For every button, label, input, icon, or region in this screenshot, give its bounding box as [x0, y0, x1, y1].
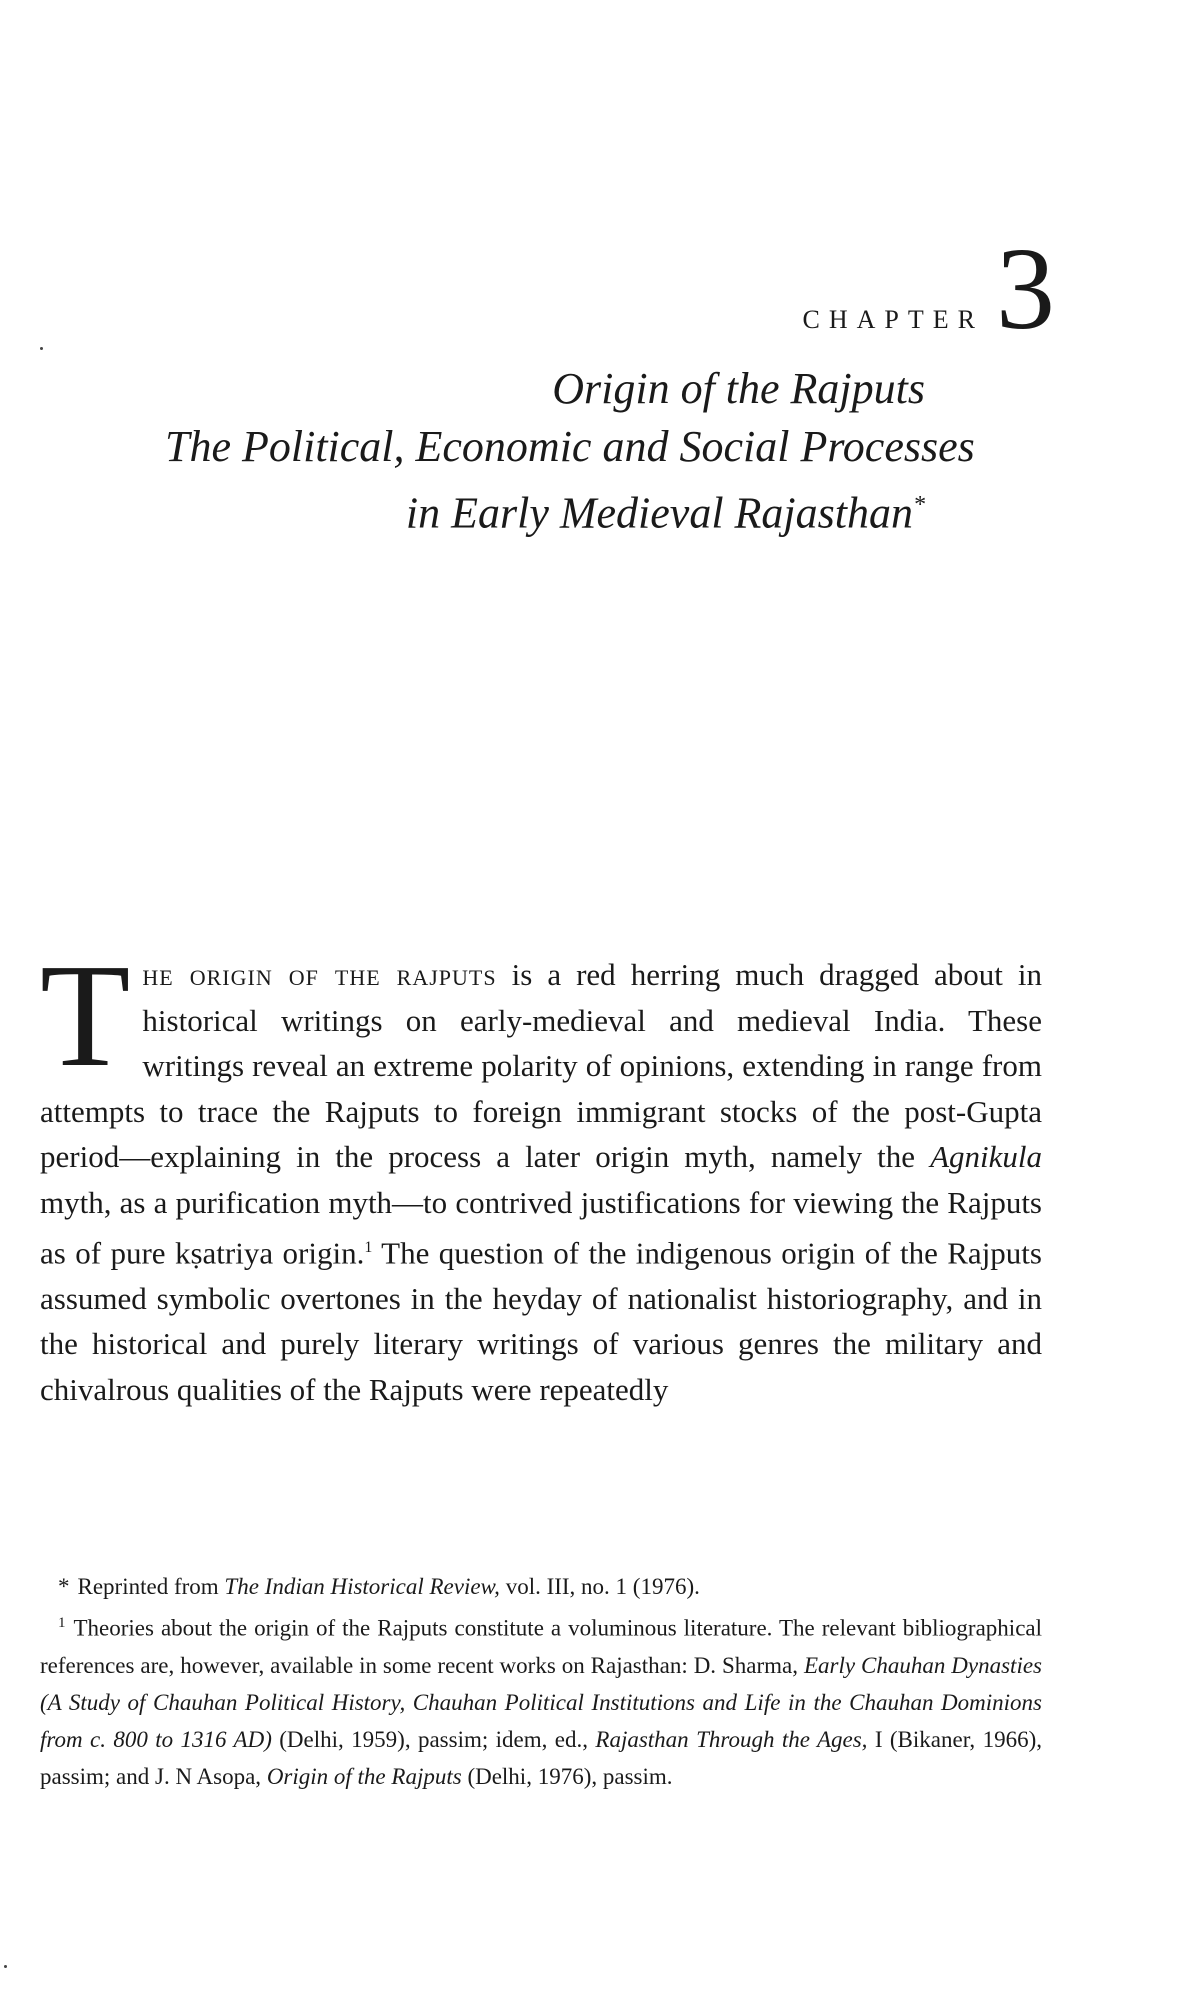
chapter-title — [165, 360, 975, 543]
title-line-3: in Early Medieval Rajasthan* — [405, 488, 925, 538]
scan-speck — [4, 1965, 7, 1968]
opening-paragraph: The origin of the rajputs is a red herring much dragged about in historical writings on early-medieval and medieval India. These writings reveal an extreme polarity of opinions, extending in range from attempts to trace the Rajputs to foreign immigrant stocks of the post-Gupta period—explaining in the process a later origin myth, namely the Agnikula myth, as a purification myth—to contrived justifications for viewing the Rajputs as of pure kṣatriya origin.$^1$ The question of the indigenous origin of the Rajputs assumed symbolic overtones in the heyday of nationalist historiography, and in the historical and purely literary writings of various genres the military and chivalrous qualities of the Rajputs were repeatedly — [40, 934, 1042, 1407]
title-line-2: The Political, Economic and Social Processes — [165, 422, 975, 471]
drop-cap: T — [40, 934, 131, 1098]
agnikula-term: Agnikula — [930, 1139, 1042, 1174]
scan-speck — [40, 347, 43, 350]
footnotes — [40, 1568, 1042, 1795]
footnote-1: $^1$ Theories about the origin of the Rajputs constitute a voluminous literature. The relevant bibliographical references are, however, available in some recent works on Rajasthan: D. Sharma, Early Chauhan Dynasties (A Study of Chauhan Political History, Chauhan Political Institutions and Life in the Chauhan Dominions from c. 800 to 1316 AD) (Delhi, 1959), passim; idem, ed., Rajasthan Through the Ages, I (Bikaner, 1966), passim; and J. N Asopa, Origin of the Rajputs (Delhi, 1976), passim. — [40, 1615, 1042, 1789]
smallcaps-opening: he origin of the rajputs — [142, 957, 497, 992]
chapter-number: 3 — [996, 223, 1055, 354]
chapter-label: CHAPTER — [802, 305, 984, 334]
chapter-heading — [802, 223, 1055, 354]
footnote-star: * Reprinted from The Indian Historical Review, vol. III, no. 1 (1976). — [58, 1574, 700, 1599]
footnote-ref-1: 1 — [364, 1239, 373, 1256]
title-footnote-marker: * — [913, 492, 925, 518]
body-text — [40, 934, 1042, 1412]
title-line-1: Origin of the Rajputs — [552, 364, 925, 413]
